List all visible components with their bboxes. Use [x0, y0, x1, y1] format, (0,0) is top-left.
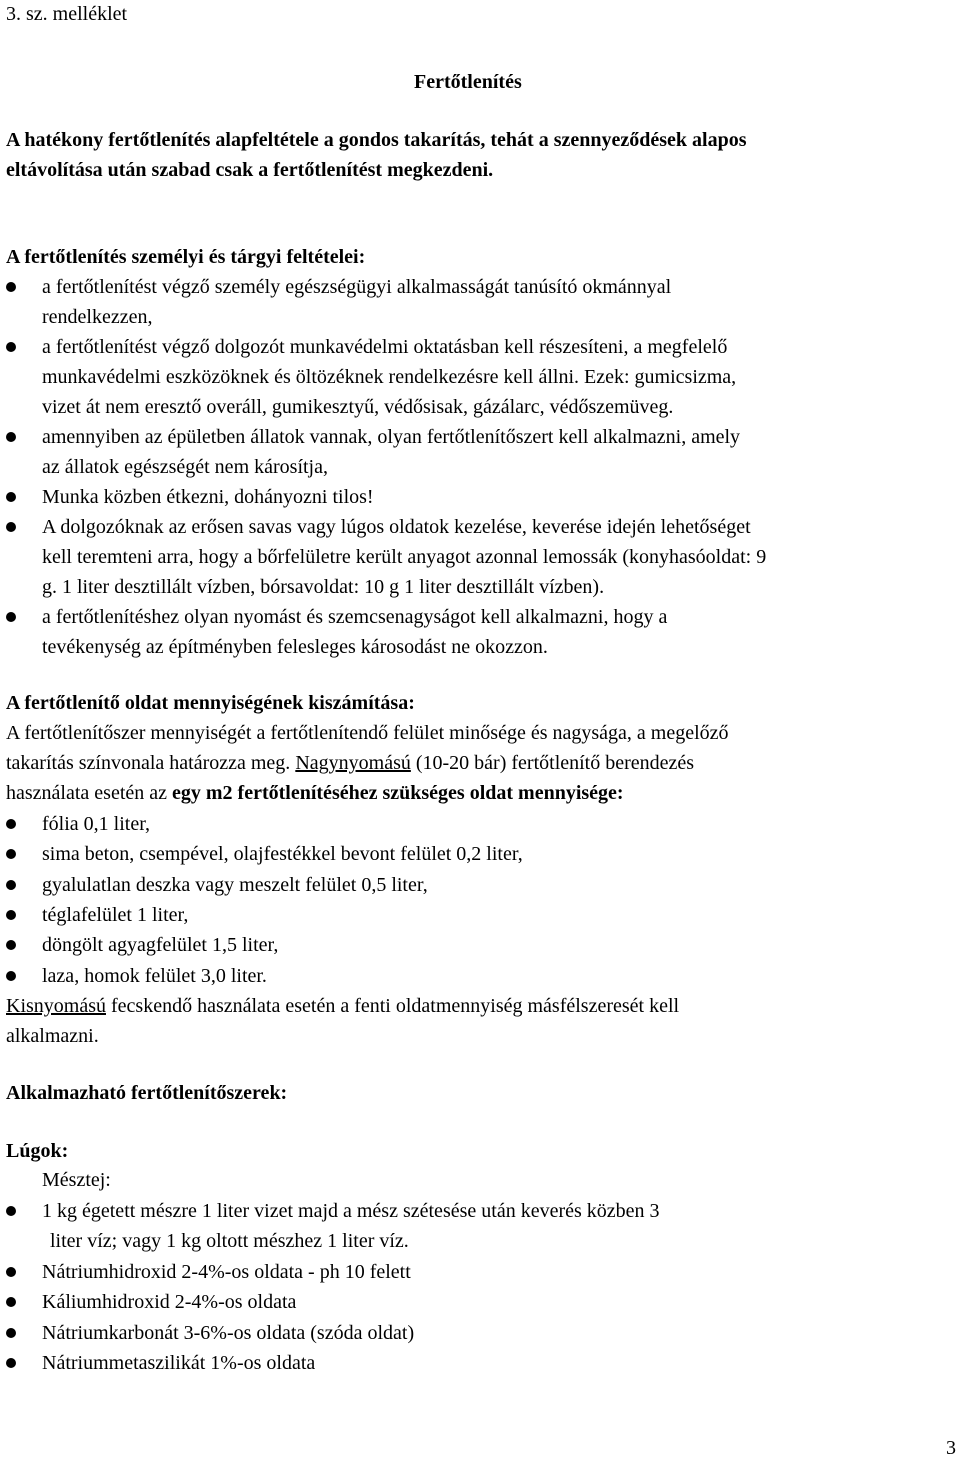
bullet-icon — [6, 432, 16, 442]
mesztej-label: Mésztej: — [42, 1169, 111, 1191]
bullet-icon — [6, 819, 16, 829]
bullet-icon — [6, 910, 16, 920]
annex-label: 3. sz. melléklet — [6, 3, 128, 25]
page-title: Fertőtlenítés — [414, 71, 522, 93]
bullet-icon — [6, 492, 16, 502]
bullet-icon — [6, 849, 16, 859]
bullet-icon — [6, 522, 16, 532]
underlined-term: Kisnyomású — [6, 995, 106, 1017]
bullet-icon — [6, 880, 16, 890]
calc-heading: A fertőtlenítő oldat mennyiségének kiszámítása: — [6, 692, 415, 714]
bullet-icon — [6, 282, 16, 292]
bullet-icon — [6, 971, 16, 981]
conditions-heading: A fertőtlenítés személyi és tárgyi feltételei: — [6, 246, 366, 268]
agents-heading: Alkalmazható fertőtlenítőszerek: — [6, 1082, 288, 1104]
underlined-term: Nagynyomású — [295, 752, 411, 774]
bullet-icon — [6, 1328, 16, 1338]
bullet-icon — [6, 342, 16, 352]
page-number: 3 — [946, 1437, 956, 1459]
bullet-icon — [6, 1297, 16, 1307]
bullet-icon — [6, 612, 16, 622]
bullet-icon — [6, 940, 16, 950]
bullet-icon — [6, 1267, 16, 1277]
bullet-icon — [6, 1206, 16, 1216]
bullet-icon — [6, 1358, 16, 1368]
lugok-heading: Lúgok: — [6, 1140, 69, 1162]
